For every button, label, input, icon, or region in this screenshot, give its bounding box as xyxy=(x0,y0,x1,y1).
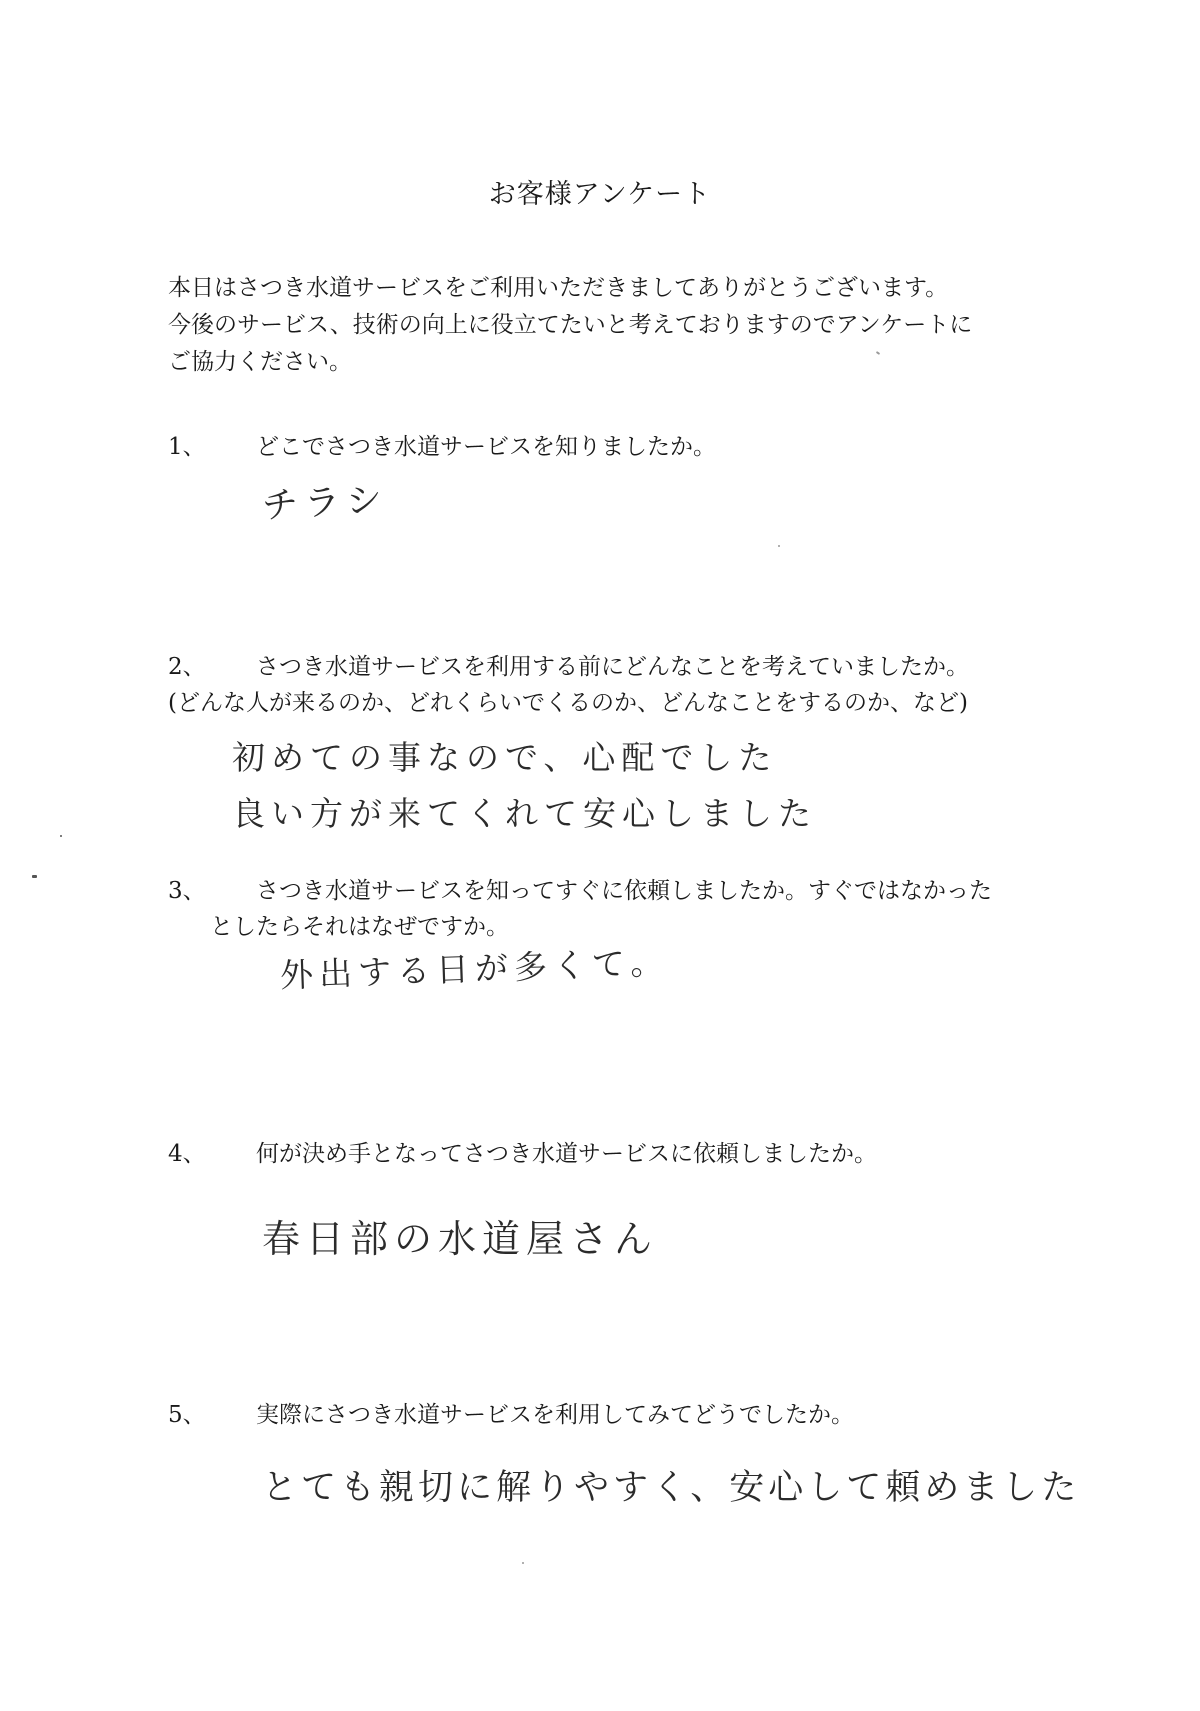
question-text: さつき水道サービスを知ってすぐに依頼しましたか。すぐではなかった xyxy=(256,878,992,904)
question-number: 3、 xyxy=(168,878,206,904)
handwritten-answer: 初めての事なので、心配でした xyxy=(232,738,778,777)
question-subtext: (どんな人が来るのか、どれくらいでくるのか、どんなことをするのか、など) xyxy=(168,690,968,716)
handwritten-answer: 良い方が来てくれて安心しました xyxy=(232,794,817,833)
page-title: お客様アンケート xyxy=(488,179,712,210)
question-number: 2、 xyxy=(168,654,206,680)
question-number: 5、 xyxy=(168,1402,206,1428)
intro-line: ご協力ください。 xyxy=(168,349,352,375)
handwritten-answer: 春日部の水道屋さん xyxy=(262,1217,659,1261)
intro-paragraph xyxy=(168,270,1068,381)
question-text: どこでさつき水道サービスを知りましたか。 xyxy=(256,434,716,460)
scan-speck xyxy=(60,835,62,837)
scan-speck xyxy=(32,875,37,878)
handwritten-answer: とても親切に解りやすく、安心して頼めました xyxy=(262,1468,1081,1508)
question-number: 1、 xyxy=(168,434,206,460)
handwritten-answer: チラシ xyxy=(261,479,390,527)
handwritten-answer: 外出する日が多くて。 xyxy=(279,942,670,995)
question-text: 何が決め手となってさつき水道サービスに依頼しましたか。 xyxy=(256,1141,877,1167)
scan-speck xyxy=(522,1562,524,1564)
question-subtext: としたらそれはなぜですか。 xyxy=(210,914,509,940)
question-text: さつき水道サービスを利用する前にどんなことを考えていましたか。 xyxy=(256,654,969,680)
scan-speck xyxy=(778,545,780,547)
intro-line: 今後のサービス、技術の向上に役立てたいと考えておりますのでアンケートに xyxy=(168,312,973,338)
question-number: 4、 xyxy=(168,1141,206,1167)
intro-line: 本日はさつき水道サービスをご利用いただきましてありがとうございます。 xyxy=(168,275,949,301)
question-text: 実際にさつき水道サービスを利用してみてどうでしたか。 xyxy=(256,1402,854,1428)
